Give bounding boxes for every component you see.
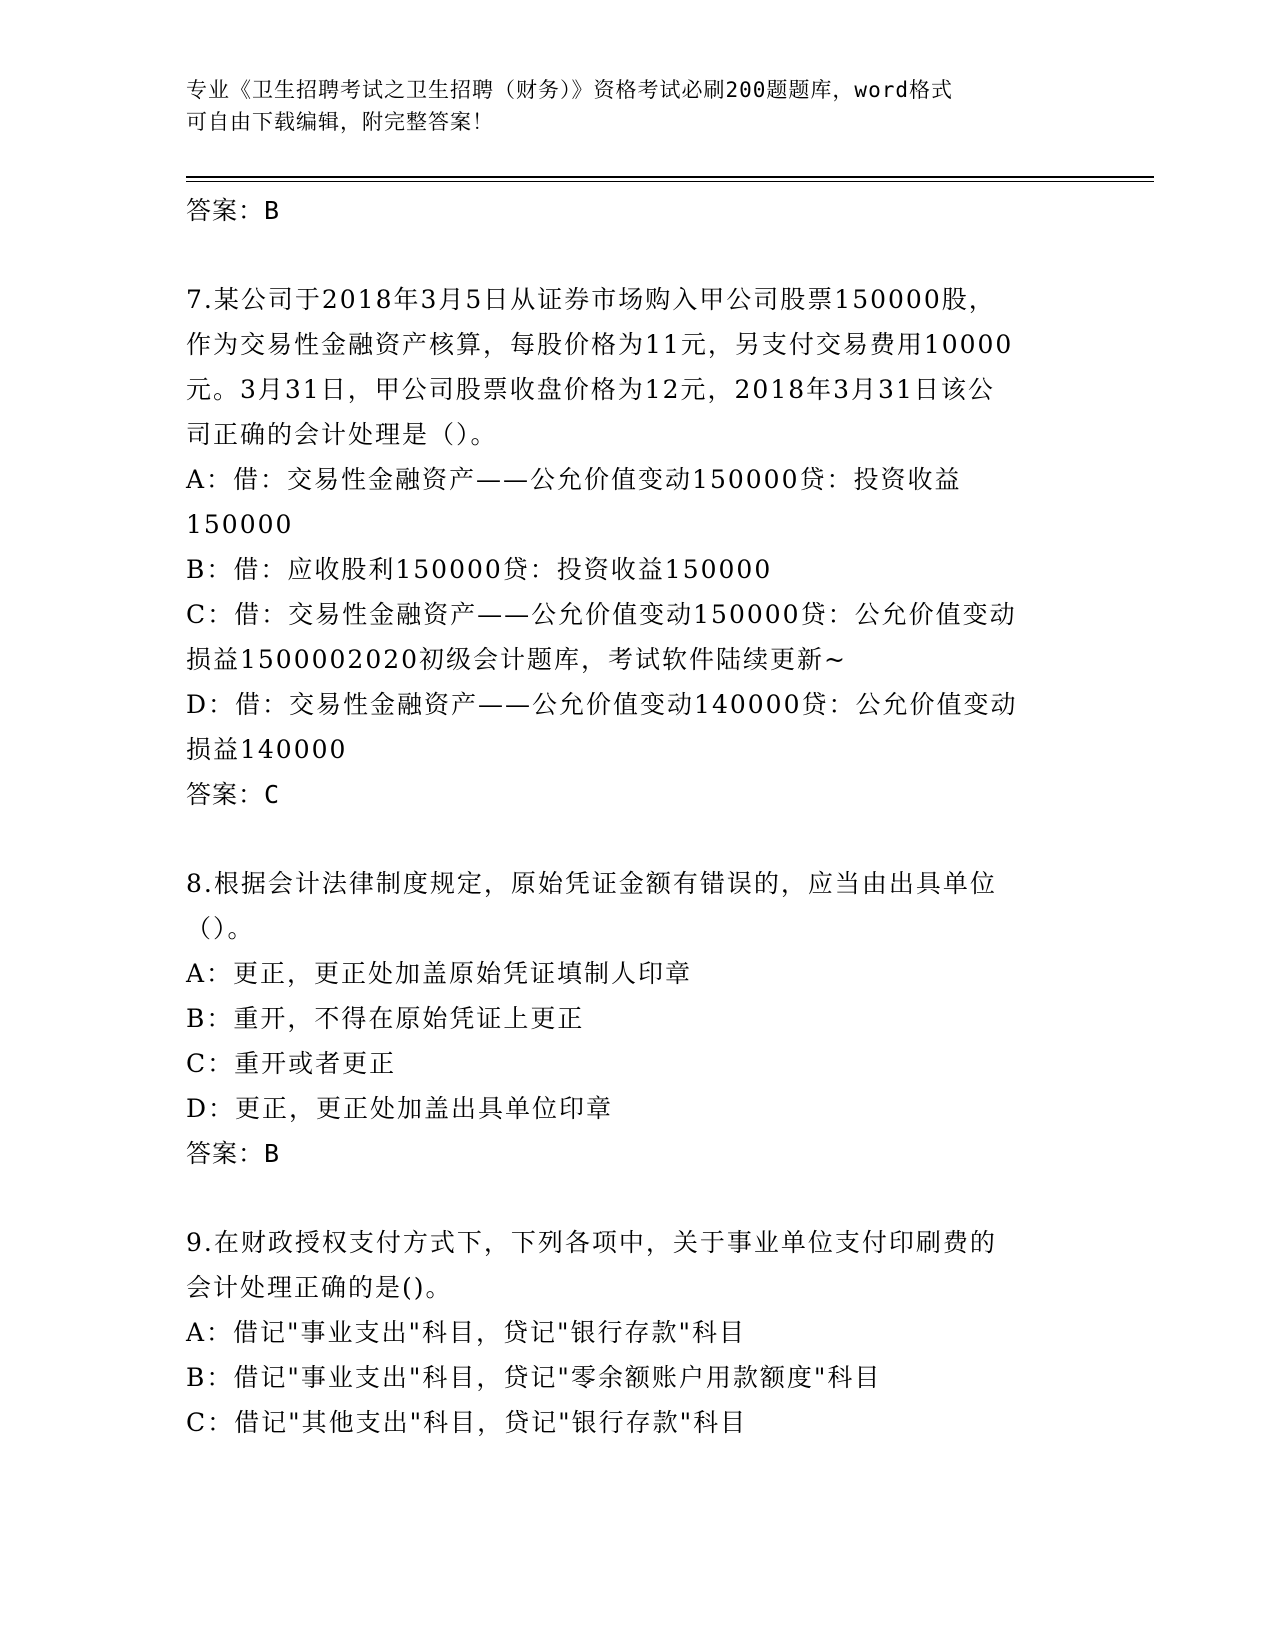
question-7-option-a-line-1: A：借：交易性金融资产——公允价值变动150000贷：投资收益	[186, 465, 962, 494]
question-7-option-c-line-2: 损益1500002020初级会计题库，考试软件陆续更新~	[186, 645, 848, 674]
question-9-option-b: B：借记"事业支出"科目，贷记"零余额账户用款额度"科目	[186, 1363, 882, 1392]
document-header	[186, 74, 1086, 138]
question-9-line-2: 会计处理正确的是()。	[186, 1273, 453, 1302]
question-9	[186, 1220, 1066, 1445]
question-7-line-2: 作为交易性金融资产核算，每股价格为11元，另支付交易费用10000	[186, 330, 1014, 359]
question-7-answer: 答案：C	[186, 780, 281, 809]
previous-answer: 答案：B	[186, 196, 281, 225]
question-7-line-3: 元。3月31日，甲公司股票收盘价格为12元，2018年3月31日该公	[186, 375, 995, 404]
question-8-line-1: 8.根据会计法律制度规定，原始凭证金额有错误的，应当由出具单位	[186, 869, 997, 898]
question-8-option-b: B：重开，不得在原始凭证上更正	[186, 1004, 585, 1033]
question-7-option-d-line-1: D：借：交易性金融资产——公允价值变动140000贷：公允价值变动	[186, 690, 1018, 719]
question-9-line-1: 9.在财政授权支付方式下，下列各项中，关于事业单位支付印刷费的	[186, 1228, 997, 1257]
question-8	[186, 861, 1066, 1176]
question-7	[186, 277, 1066, 817]
header-line-2: 可自由下载编辑，附完整答案！	[186, 110, 494, 134]
question-7-option-c-line-1: C：借：交易性金融资产——公允价值变动150000贷：公允价值变动	[186, 600, 1017, 629]
header-divider	[186, 176, 1154, 182]
question-7-option-b: B：借：应收股利150000贷：投资收益150000	[186, 555, 773, 584]
question-9-option-a: A：借记"事业支出"科目，贷记"银行存款"科目	[186, 1318, 747, 1347]
spacer	[186, 233, 1066, 277]
question-8-option-a: A：更正，更正处加盖原始凭证填制人印章	[186, 959, 693, 988]
question-7-option-a-line-2: 150000	[186, 510, 294, 539]
question-9-option-c: C：借记"其他支出"科目，贷记"银行存款"科目	[186, 1408, 748, 1437]
question-8-line-2: （）。	[186, 914, 255, 943]
spacer	[186, 817, 1066, 861]
question-7-line-4: 司正确的会计处理是（）。	[186, 420, 498, 449]
question-8-option-c: C：重开或者更正	[186, 1049, 397, 1078]
question-8-answer: 答案：B	[186, 1139, 281, 1168]
question-7-option-d-line-2: 损益140000	[186, 735, 348, 764]
spacer	[186, 1176, 1066, 1220]
question-8-option-d: D：更正，更正处加盖出具单位印章	[186, 1094, 614, 1123]
document-body	[186, 188, 1066, 1445]
header-line-1: 专业《卫生招聘考试之卫生招聘（财务）》资格考试必刷200题题库，word格式	[186, 78, 953, 102]
question-7-line-1: 7.某公司于2018年3月5日从证券市场购入甲公司股票150000股，	[186, 285, 996, 314]
